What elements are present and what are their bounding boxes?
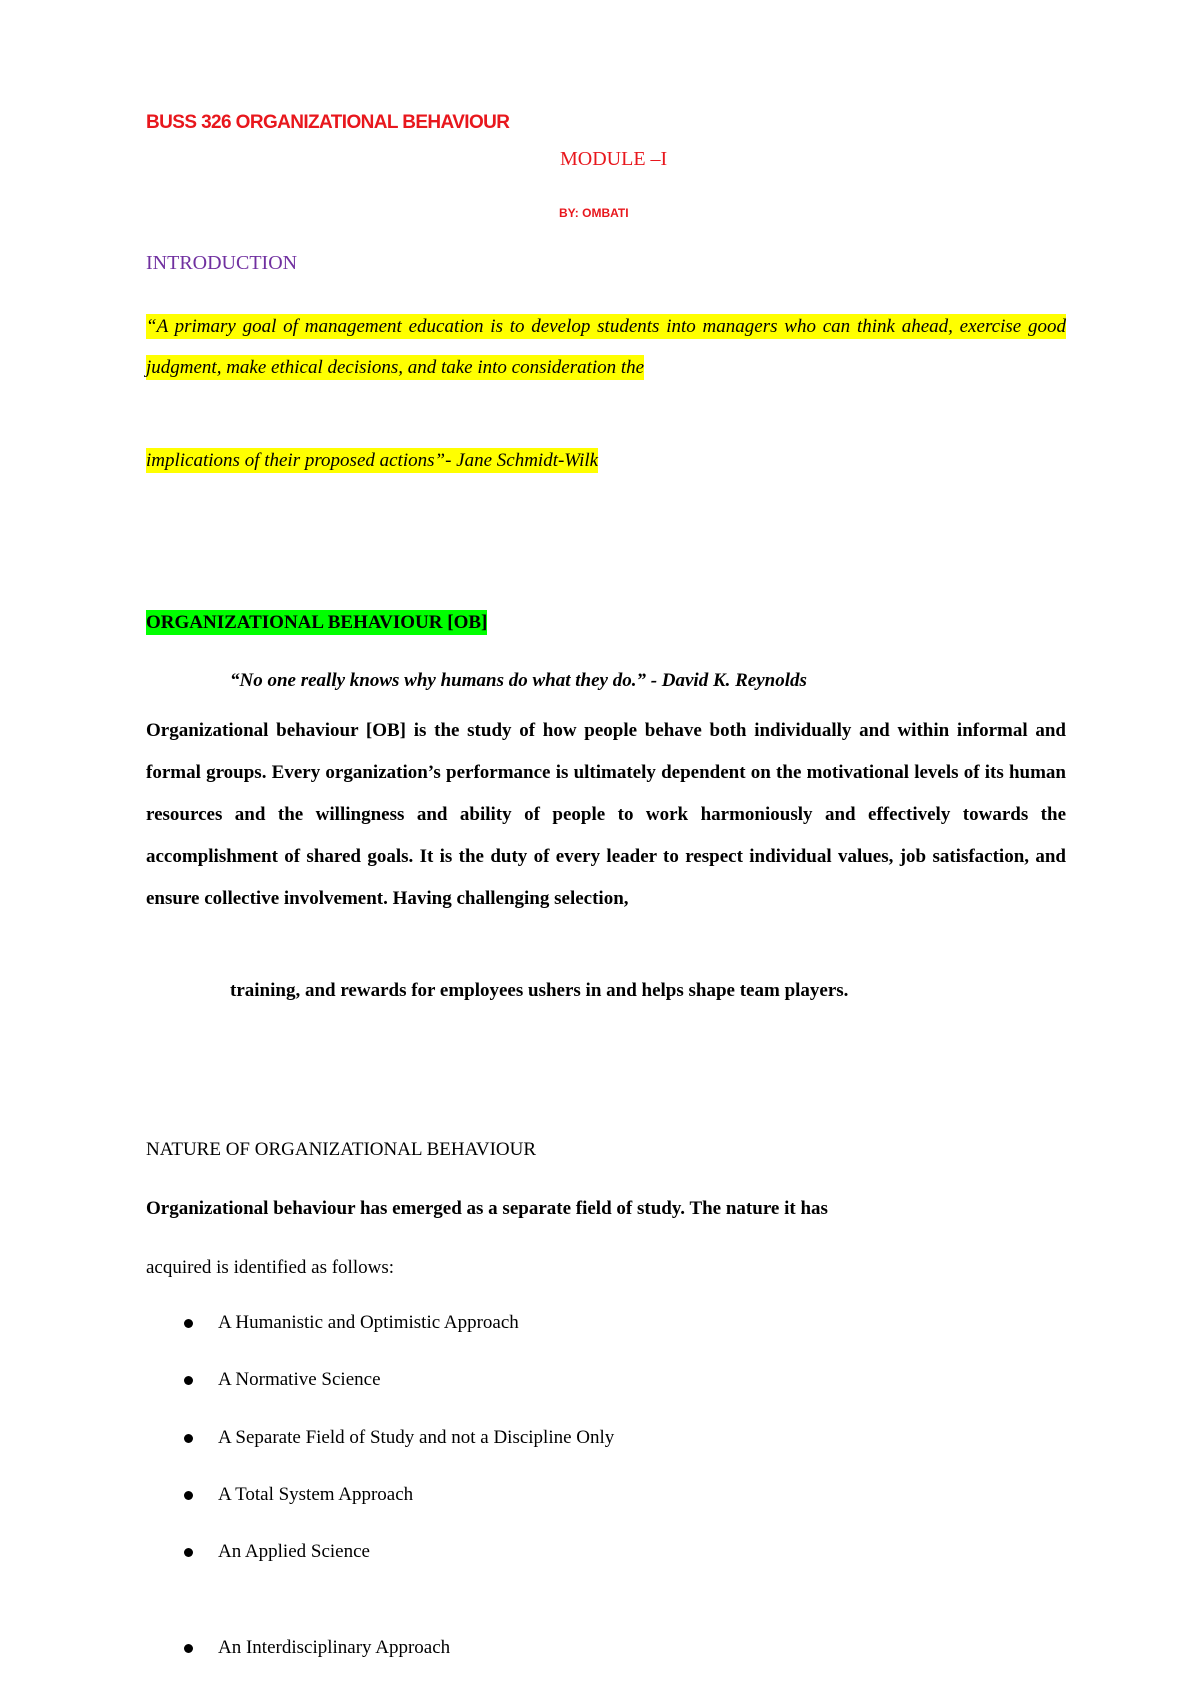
bullet-icon	[184, 1548, 193, 1557]
list-item-label: An Interdisciplinary Approach	[218, 1637, 451, 1658]
introduction-quote-text: “A primary goal of management education is to develop students into managers who can think ahead, exercise good judgment, make ethical decisions, and take into consideration the	[146, 316, 1066, 378]
list-item-label: A Separate Field of Study and not a Discipline Only	[218, 1427, 615, 1448]
bullet-icon	[184, 1319, 193, 1328]
list-item	[184, 1637, 450, 1659]
ob-heading-text: ORGANIZATIONAL BEHAVIOUR [OB]	[146, 612, 488, 633]
list-item-label: An Applied Science	[218, 1541, 370, 1562]
ob-body-paragraph: Organizational behaviour [OB] is the study of how people behave both individually and within informal and formal groups. Every organization’s performance is ultimately dependent on the motivational levels of its human resources and the willingness and ability of people to work harmoniously and effectively towards the accomplishment of shared goals. It is the duty of every leader to respect individual values, job satisfaction, and ensure collective involvement. Having challenging selection,	[146, 720, 1066, 909]
list-item-label: A Total System Approach	[218, 1484, 414, 1505]
ob-quote: “No one really knows why humans do what they do.” - David K. Reynolds	[230, 670, 807, 691]
nature-intro-line-1: Organizational behaviour has emerged as a separate field of study. The nature it has	[146, 1198, 828, 1219]
nature-heading: NATURE OF ORGANIZATIONAL BEHAVIOUR	[146, 1139, 537, 1160]
module-label: MODULE –I	[560, 148, 668, 170]
list-item-label: A Normative Science	[218, 1369, 381, 1390]
list-item	[184, 1369, 381, 1391]
bullet-icon	[184, 1376, 193, 1385]
list-item	[184, 1484, 413, 1506]
introduction-quote-tail-text: implications of their proposed actions”- Jane Schmidt-Wilk	[146, 450, 599, 471]
bullet-icon	[184, 1491, 193, 1500]
course-title: BUSS 326 ORGANIZATIONAL BEHAVIOUR	[146, 112, 510, 133]
nature-intro-line-2: acquired is identified as follows:	[146, 1257, 394, 1278]
bullet-icon	[184, 1644, 193, 1653]
list-item	[184, 1541, 370, 1563]
introduction-quote	[146, 306, 1066, 388]
introduction-quote-tail	[146, 450, 598, 472]
list-item	[184, 1312, 519, 1334]
ob-body-tail: training, and rewards for employees ushers in and helps shape team players.	[230, 980, 849, 1001]
list-item	[184, 1427, 614, 1449]
introduction-heading: INTRODUCTION	[146, 252, 298, 274]
ob-heading	[146, 612, 487, 634]
list-item-label: A Humanistic and Optimistic Approach	[218, 1312, 519, 1333]
bullet-icon	[184, 1434, 193, 1443]
author-label: BY: OMBATI	[559, 206, 629, 220]
